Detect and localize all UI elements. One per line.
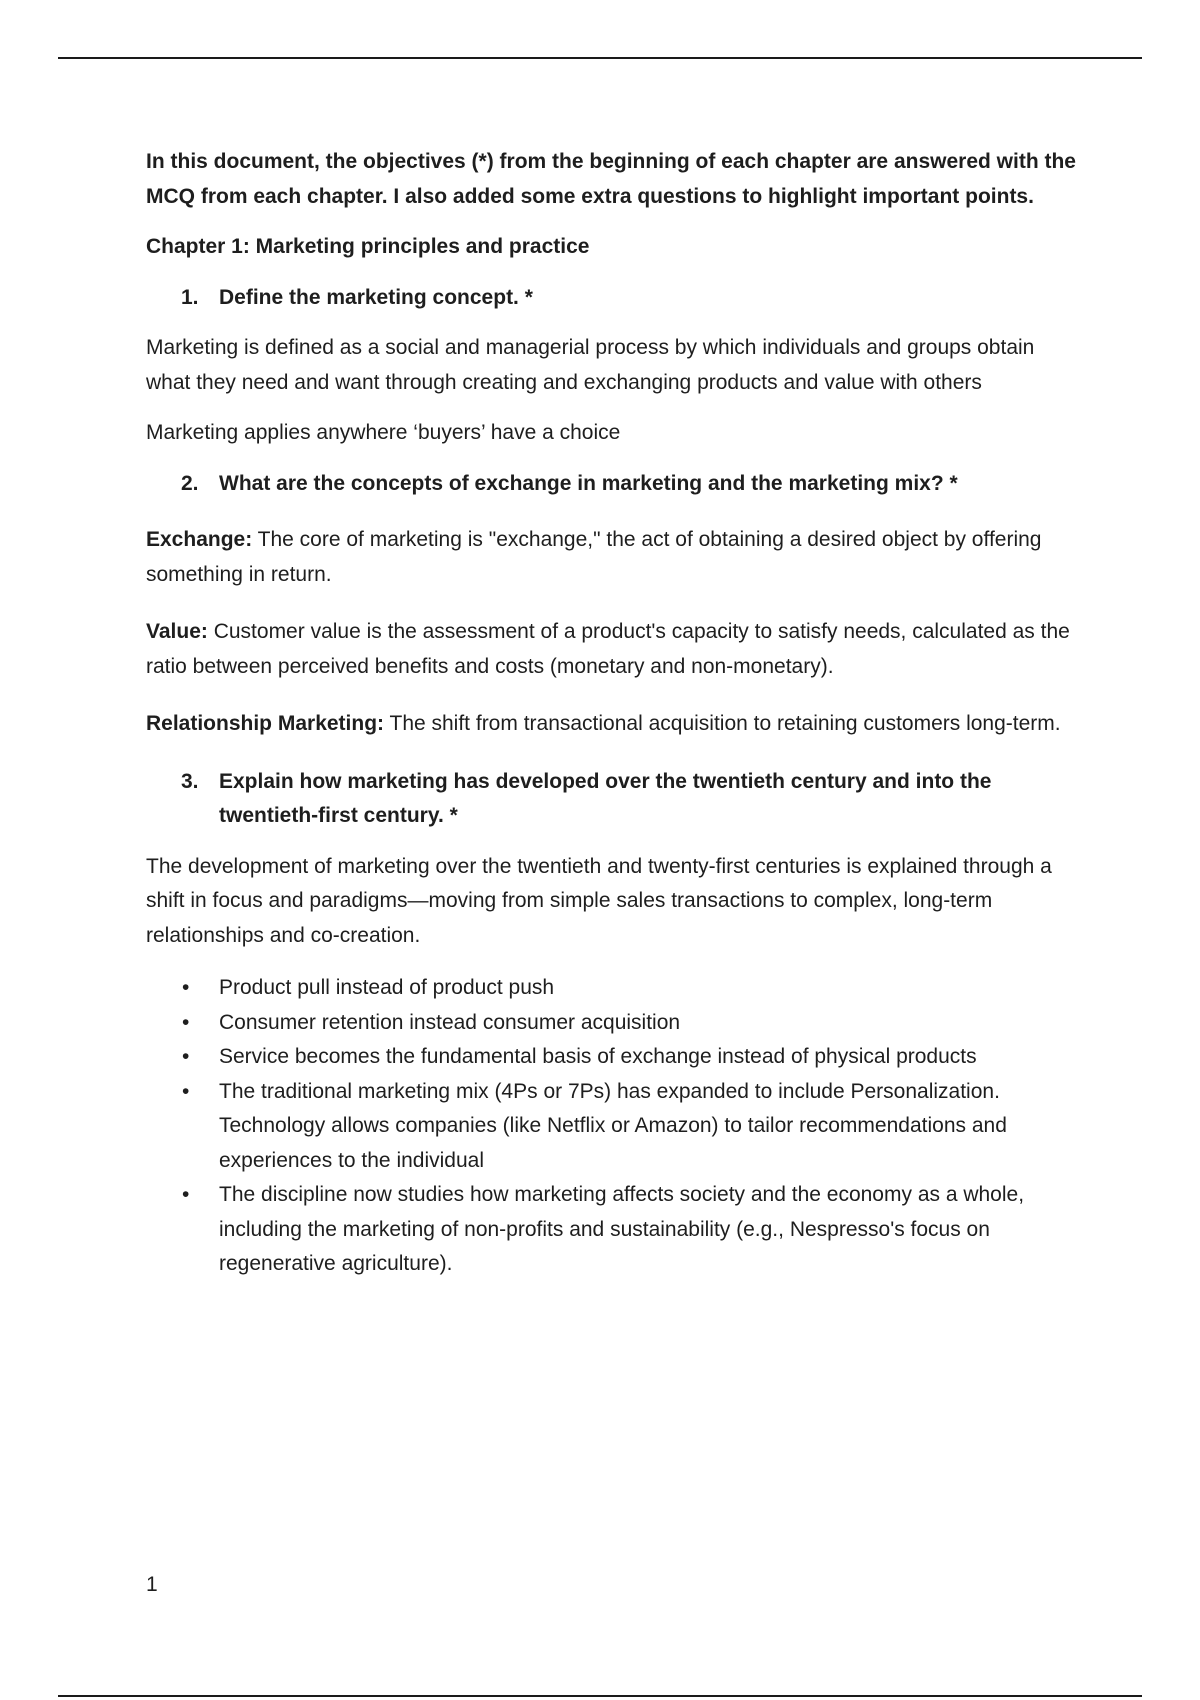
question-text: Define the marketing concept. * <box>219 285 533 309</box>
question-number: 1. <box>181 285 199 309</box>
header-rule <box>58 57 1142 59</box>
footer-rule <box>58 1695 1142 1697</box>
term-label: Exchange: <box>146 528 253 551</box>
list-item <box>146 1178 1076 1282</box>
bullet-icon: • <box>182 1183 190 1206</box>
marketing-applies: Marketing applies anywhere ‘buyers’ have a choice <box>146 421 621 444</box>
term-definition: The shift from transactional acquisition to retaining customers long-term. <box>384 712 1061 735</box>
bullet-icon: • <box>182 976 190 999</box>
question-text: What are the concepts of exchange in marketing and the marketing mix? * <box>219 471 958 495</box>
chapter-heading: Chapter 1: Marketing principles and practice <box>146 235 590 258</box>
term-definition: Customer value is the assessment of a product's capacity to satisfy needs, calculated as the ratio between perceived benefits and costs (monetary and non-monetary). <box>146 620 1070 678</box>
bullet-icon: • <box>182 1010 190 1034</box>
development-paragraph: The development of marketing over the twentieth and twenty-first centuries is explained through a shift in focus and paradigms—moving from simple sales transactions to complex, long-term relationships and co-creation. <box>146 854 1052 947</box>
document-body <box>146 145 1076 1282</box>
bullet-icon: • <box>182 1045 190 1068</box>
list-item-text: Consumer retention instead consumer acquisition <box>219 1010 681 1034</box>
term-label: Relationship Marketing: <box>146 712 385 735</box>
list-item-text: Service becomes the fundamental basis of exchange instead of physical products <box>219 1045 977 1068</box>
question-text: Explain how marketing has developed over the twentieth century and into the twentieth-first century. * <box>219 769 992 827</box>
question-number: 2. <box>181 471 199 495</box>
value-paragraph <box>146 615 1076 684</box>
list-item <box>146 1040 1076 1075</box>
list-item <box>146 971 1076 1006</box>
term-definition: The core of marketing is "exchange," the act of obtaining a desired object by offering something in return. <box>146 528 1042 586</box>
page-number: 1 <box>146 1573 158 1596</box>
intro-paragraph: In this document, the objectives (*) from the beginning of each chapter are answered with the MCQ from each chapter. I also added some extra questions to highlight important points. <box>146 150 1076 208</box>
term-label: Value: <box>146 620 208 643</box>
list-item-text: The traditional marketing mix (4Ps or 7Ps) has expanded to include Personalization. Technology allows companies (like Netflix or Amazon) to tailor recommendations and experiences to the individual <box>219 1079 1007 1172</box>
question-number: 3. <box>181 769 199 793</box>
question-3 <box>146 765 1076 834</box>
relationship-marketing-paragraph <box>146 707 1076 742</box>
list-item-text: Product pull instead of product push <box>219 976 555 999</box>
list-item <box>146 1075 1076 1179</box>
list-item <box>146 1006 1076 1041</box>
bullet-icon: • <box>182 1079 190 1103</box>
question-1 <box>146 281 1076 316</box>
question-2 <box>146 467 1076 502</box>
marketing-definition: Marketing is defined as a social and managerial process by which individuals and groups obtain what they need and want through creating and exchanging products and value with others <box>146 336 1035 394</box>
list-item-text: The discipline now studies how marketing affects society and the economy as a whole, including the marketing of non-profits and sustainability (e.g., Nespresso's focus on regenerative agriculture). <box>219 1183 1025 1275</box>
development-bullet-list <box>146 971 1076 1282</box>
exchange-paragraph <box>146 523 1076 592</box>
